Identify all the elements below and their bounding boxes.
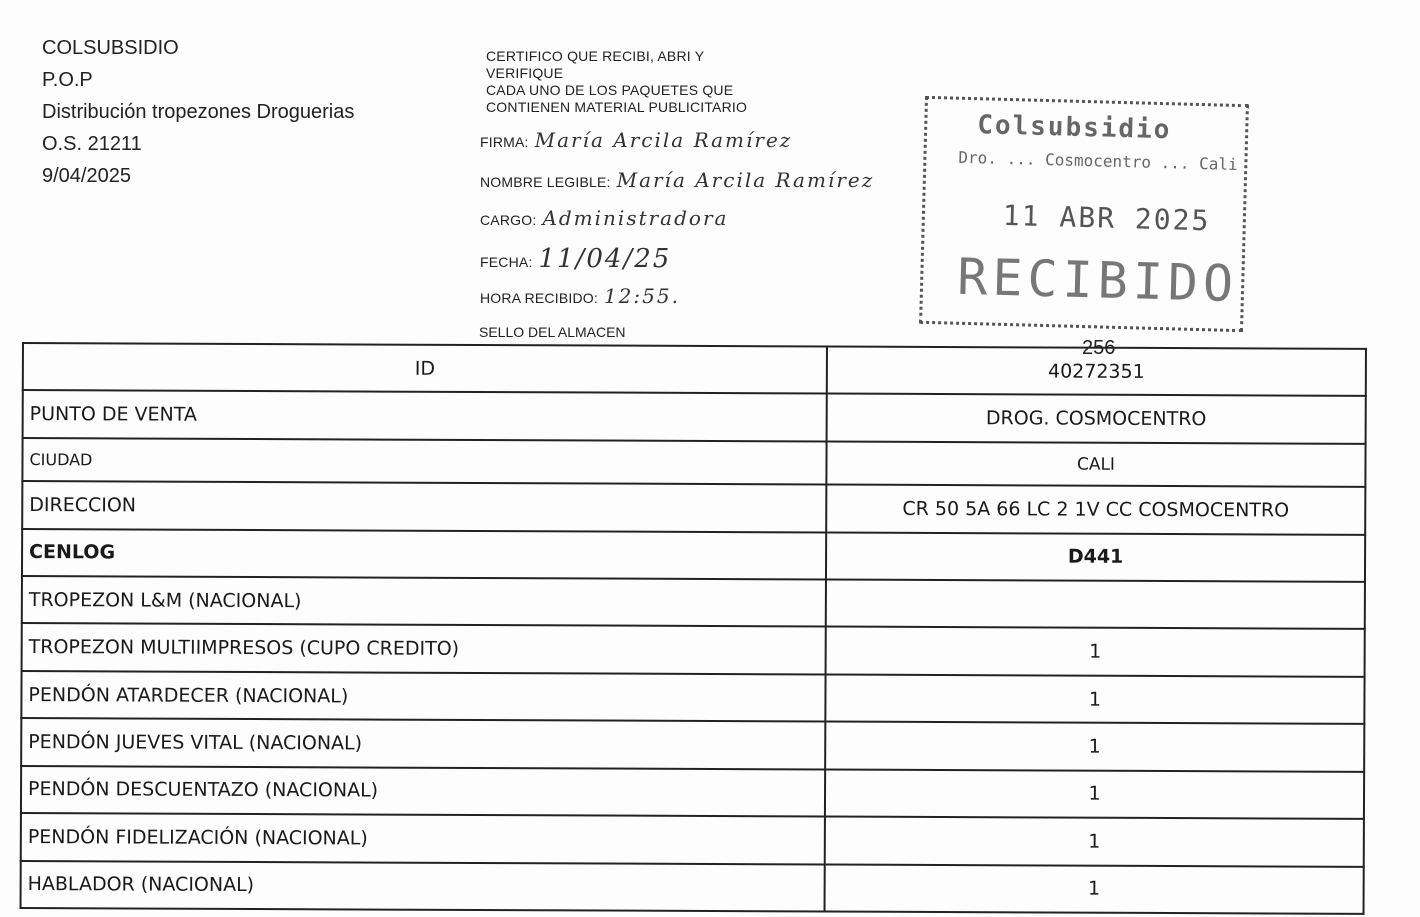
table-row <box>21 766 1364 819</box>
fecha-handwritten: 11/04/25 <box>538 244 672 274</box>
row-label: PENDÓN FIDELIZACIÓN (NACIONAL) <box>21 813 825 864</box>
company-name: COLSUBSIDIO <box>42 37 179 59</box>
row-value: D441 <box>826 532 1365 582</box>
row-value: 1 <box>825 674 1364 724</box>
cert-line: CERTIFICO QUE RECIBI, ABRI Y <box>486 48 705 64</box>
sello-label: SELLO DEL ALMACEN <box>479 324 626 340</box>
fecha-field <box>480 244 671 274</box>
header-line-pop: P.O.P <box>42 69 93 91</box>
row-label: CIUDAD <box>22 438 826 485</box>
row-label: HABLADOR (NACIONAL) <box>21 861 825 912</box>
nombre-field <box>480 168 874 192</box>
table-row <box>21 861 1364 914</box>
cargo-label: CARGO: <box>480 212 537 228</box>
nombre-label: NOMBRE LEGIBLE: <box>480 174 611 190</box>
cert-line: VERIFIQUE <box>486 65 564 81</box>
row-label: PENDÓN JUEVES VITAL (NACIONAL) <box>21 718 825 769</box>
hora-label: HORA RECIBIDO: <box>480 290 598 306</box>
certification-text <box>486 48 747 116</box>
table-row <box>23 343 1366 396</box>
stamp-address: Dro. ... Cosmocentro ... Cali <box>958 147 1238 175</box>
cargo-handwritten: Administradora <box>542 206 729 230</box>
row-label: PENDÓN DESCUENTAZO (NACIONAL) <box>21 766 825 817</box>
hora-field <box>480 284 680 308</box>
header-line-description: Distribución tropezones Droguerias <box>42 101 355 123</box>
table-row <box>22 529 1365 582</box>
fecha-label: FECHA: <box>480 254 533 270</box>
table-row <box>21 671 1364 724</box>
table-row <box>22 438 1365 487</box>
row-label: ID <box>23 343 827 394</box>
row-label: PUNTO DE VENTA <box>23 390 827 441</box>
row-value: 1 <box>826 627 1365 677</box>
cert-line: CADA UNO DE LOS PAQUETES QUE <box>486 82 734 98</box>
table-row <box>22 481 1365 534</box>
row-value: 1 <box>825 864 1364 914</box>
row-value: CALI <box>826 441 1365 487</box>
table-row <box>21 718 1364 771</box>
table-row <box>21 813 1364 866</box>
table-row <box>22 576 1365 629</box>
delivery-table <box>20 342 1367 915</box>
row-value: 1 <box>825 722 1364 772</box>
firma-signature: María Arcila Ramírez <box>534 128 793 152</box>
row-value: CR 50 5A 66 LC 2 1V CC COSMOCENTRO <box>826 485 1365 535</box>
hora-handwritten: 12:55. <box>603 284 680 308</box>
stamp-recibido: RECIBIDO <box>956 247 1239 314</box>
cert-line: CONTIENEN MATERIAL PUBLICITARIO <box>486 99 748 115</box>
received-stamp <box>919 96 1249 332</box>
row-value: DROG. COSMOCENTRO <box>827 394 1366 444</box>
page-number: 256 <box>1082 337 1116 359</box>
stamp-brand: Colsubsidio <box>976 110 1172 146</box>
firma-field <box>480 128 792 152</box>
nombre-handwritten: María Arcila Ramírez <box>616 168 875 192</box>
firma-label: FIRMA: <box>480 134 529 150</box>
stamp-date: 11 ABR 2025 <box>1002 198 1211 238</box>
header-date: 9/04/2025 <box>42 165 131 187</box>
row-value: 40272351 <box>827 347 1366 397</box>
table-row <box>22 623 1365 676</box>
row-label: PENDÓN ATARDECER (NACIONAL) <box>21 671 825 722</box>
row-value <box>826 580 1365 630</box>
row-label: TROPEZON L&M (NACIONAL) <box>22 576 826 627</box>
row-value: 1 <box>825 817 1364 867</box>
row-label: DIRECCION <box>22 481 826 532</box>
table-row <box>23 390 1366 443</box>
row-label: CENLOG <box>22 529 826 580</box>
document-header <box>42 32 354 192</box>
row-label: TROPEZON MULTIIMPRESOS (CUPO CREDITO) <box>22 623 826 674</box>
row-value: 1 <box>825 769 1364 819</box>
cargo-field <box>480 206 728 230</box>
header-line-order: O.S. 21211 <box>42 133 142 155</box>
